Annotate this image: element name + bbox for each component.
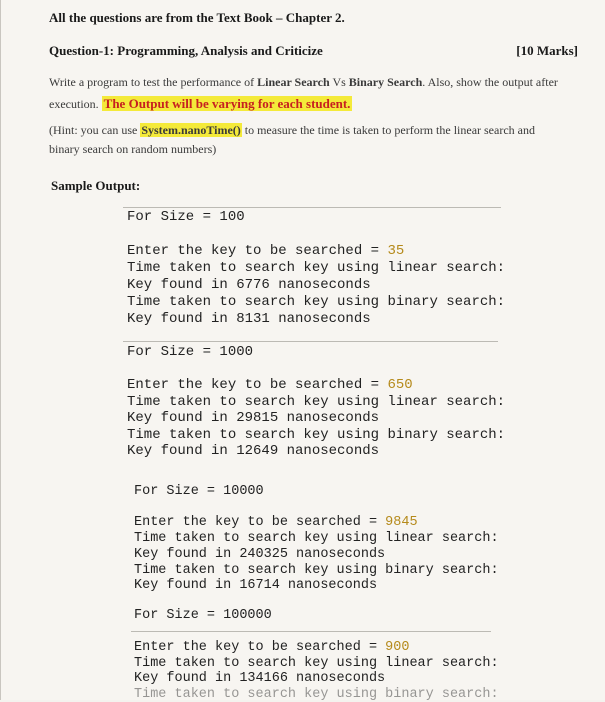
- binary-search-line: Time taken to search key using binary search:: [127, 294, 506, 310]
- enter-prompt: Enter the key to be searched =: [127, 243, 388, 259]
- hint-text-b: to measure the time is taken to perform the linear search and: [241, 123, 535, 137]
- divider: [123, 341, 498, 342]
- highlighted-note: The Output will be varying for each student.: [103, 96, 351, 111]
- linear-result-line: Key found in 134166 nanoseconds: [134, 671, 386, 686]
- size-line: For Size = 100000: [134, 608, 272, 623]
- enter-prompt: Enter the key to be searched =: [127, 377, 388, 393]
- p1-text-a: Write a program to test the performance of: [49, 75, 258, 89]
- question-paragraph-1: [49, 75, 558, 90]
- linear-search-line: Time taken to search key using linear search:: [134, 656, 499, 671]
- p1-binary-search: Binary Search: [348, 75, 423, 89]
- size-line: For Size = 10000: [134, 484, 264, 499]
- linear-result-line: Key found in 6776 nanoseconds: [127, 277, 371, 293]
- linear-result-line: Key found in 29815 nanoseconds: [127, 410, 380, 426]
- question-title: Question-1: Programming, Analysis and Criticize: [49, 43, 323, 58]
- binary-search-line: Time taken to search key using binary search:: [134, 563, 499, 578]
- size-line: For Size = 1000: [127, 344, 254, 360]
- p1-text-e: . Also, show the output after: [422, 75, 558, 89]
- enter-prompt: Enter the key to be searched =: [134, 515, 386, 530]
- enter-key-line: [134, 515, 418, 530]
- divider: [131, 631, 491, 632]
- search-key: 35: [387, 243, 405, 259]
- binary-search-line: Time taken to search key using binary search:: [134, 687, 499, 702]
- linear-search-line: Time taken to search key using linear search:: [127, 394, 506, 410]
- divider: [123, 207, 501, 208]
- search-key: 9845: [385, 515, 418, 530]
- linear-result-line: Key found in 240325 nanoseconds: [134, 547, 386, 562]
- binary-result-line: Key found in 16714 nanoseconds: [134, 578, 378, 593]
- binary-search-line: Time taken to search key using binary search:: [127, 427, 506, 443]
- p1-linear-search: Linear Search: [257, 75, 330, 89]
- search-key: 650: [387, 377, 413, 393]
- header-text: All the questions are from the Text Book – Chapter 2.: [49, 10, 345, 25]
- hint-text-a: (Hint: you can use: [49, 123, 141, 137]
- linear-search-line: Time taken to search key using linear search:: [134, 531, 499, 546]
- hint-line-2: binary search on random numbers): [49, 142, 217, 156]
- size-line: For Size = 100: [127, 209, 245, 225]
- marks-label: [10 Marks]: [516, 43, 578, 58]
- binary-result-line: Key found in 8131 nanoseconds: [127, 311, 371, 327]
- p1-text-c: Vs: [329, 75, 349, 89]
- hint-line-1: [49, 123, 535, 138]
- nanotime-highlight: System.nanoTime(): [141, 123, 241, 137]
- linear-search-line: Time taken to search key using linear search:: [127, 260, 506, 276]
- sample-output-label: Sample Output:: [51, 178, 141, 193]
- enter-key-line: [127, 377, 413, 393]
- enter-key-line: [127, 243, 404, 259]
- search-key: 900: [385, 640, 410, 655]
- question-paragraph-2: [49, 96, 352, 112]
- enter-prompt: Enter the key to be searched =: [134, 640, 386, 655]
- p2-text-a: execution.: [49, 97, 102, 111]
- enter-key-line: [134, 640, 409, 655]
- binary-result-line: Key found in 12649 nanoseconds: [127, 443, 380, 459]
